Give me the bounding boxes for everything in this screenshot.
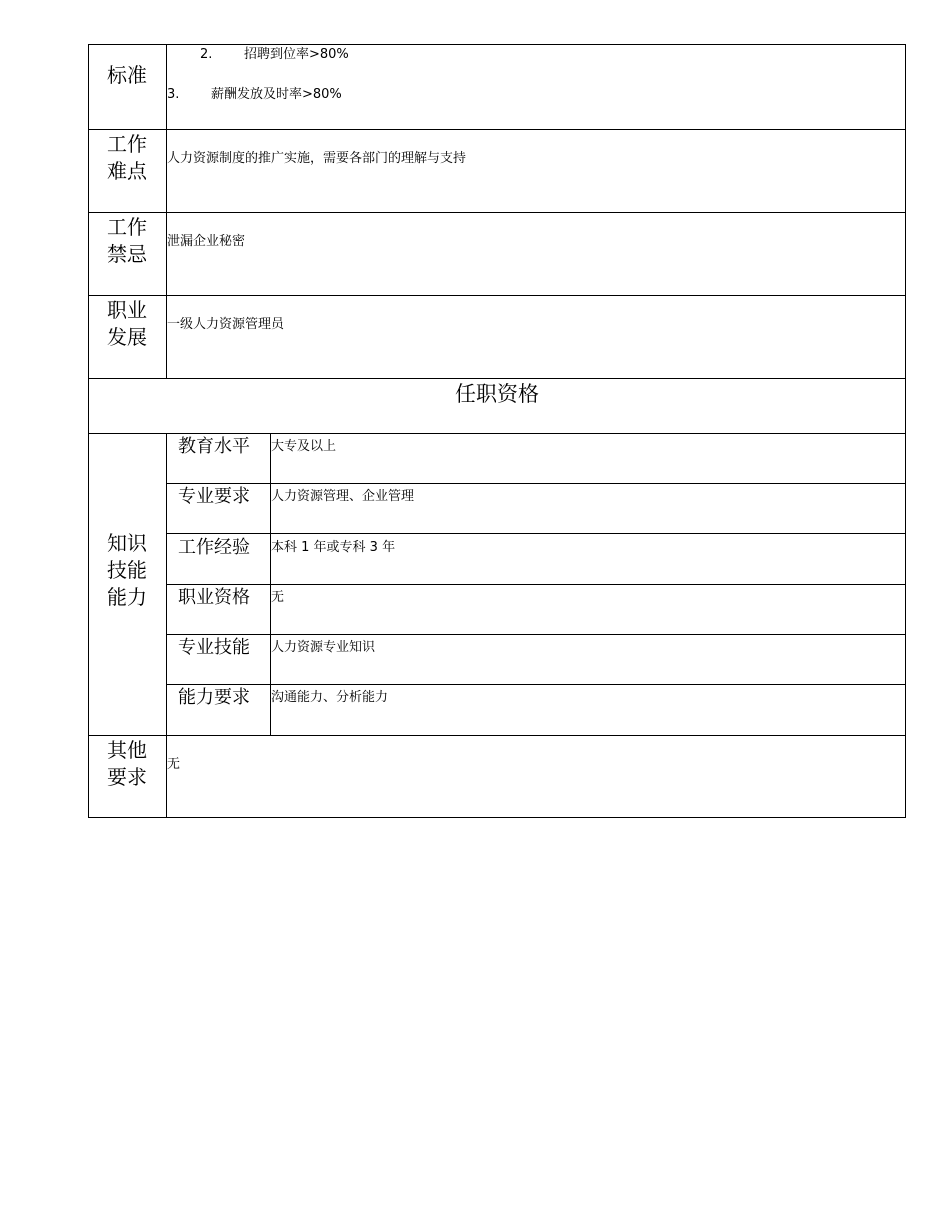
ability-label: 能力要求 — [178, 687, 250, 708]
qualification-title: 任职资格 — [455, 382, 539, 406]
row-divider — [88, 212, 906, 213]
education-label: 教育水平 — [178, 436, 250, 457]
difficulty-text: 人力资源制度的推广实施，需要各部门的理解与支持 — [167, 151, 467, 166]
standard-label: 标准 — [107, 63, 147, 87]
career-label: 职业 发展 — [107, 298, 147, 349]
sub-row-divider — [167, 634, 906, 635]
skill-value: 人力资源专业知识 — [271, 640, 376, 655]
standard-item-2: 2. 招聘到位率>80% — [200, 47, 349, 62]
experience-label: 工作经验 — [178, 537, 250, 558]
skill-label: 专业技能 — [178, 637, 250, 658]
row-divider — [88, 433, 906, 434]
major-value: 人力资源管理、企业管理 — [271, 489, 415, 504]
qualification-group-label: 知识 技能 能力 — [107, 531, 147, 609]
ability-value: 沟通能力、分析能力 — [271, 690, 389, 705]
sub-row-divider — [167, 684, 906, 685]
sub-row-divider — [167, 584, 906, 585]
row-divider — [88, 378, 906, 379]
other-text: 无 — [167, 757, 181, 772]
row-divider — [88, 295, 906, 296]
row-divider — [88, 129, 906, 130]
difficulty-label: 工作 难点 — [107, 132, 147, 183]
taboo-text: 泄漏企业秘密 — [167, 234, 246, 249]
other-label: 其他 要求 — [107, 738, 147, 789]
row-divider — [88, 735, 906, 736]
taboo-label: 工作 禁忌 — [107, 215, 147, 266]
education-value: 大专及以上 — [271, 439, 337, 454]
standard-item-3: 3. 薪酬发放及时率>80% — [167, 87, 342, 102]
career-text: 一级人力资源管理员 — [167, 317, 285, 332]
certification-label: 职业资格 — [178, 587, 250, 608]
experience-value: 本科 1 年或专科 3 年 — [271, 540, 396, 555]
sub-row-divider — [167, 533, 906, 534]
certification-value: 无 — [271, 590, 285, 605]
sub-row-divider — [167, 483, 906, 484]
major-label: 专业要求 — [178, 486, 250, 507]
job-description-table — [88, 44, 906, 818]
